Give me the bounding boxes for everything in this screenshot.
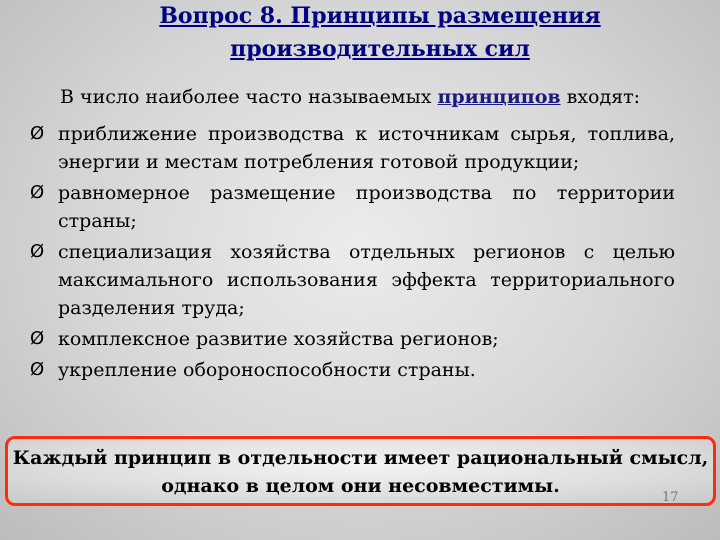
list-item-text: приближение производства к источникам сырья, топлива, энергии и местам потребления готовой продукции; [58, 123, 675, 173]
intro-text [60, 84, 680, 110]
list-item [30, 179, 675, 235]
callout-line-1: Каждый принцип в отдельности имеет рациональный смысл, [12, 447, 709, 469]
list-item-text: комплексное развитие хозяйства регионов; [58, 328, 499, 350]
arrow-bullet-icon: Ø [30, 328, 45, 349]
list-item [30, 325, 675, 353]
page-number: 17 [662, 490, 679, 505]
title-line-1: Вопрос 8. Принципы размещения [159, 3, 601, 29]
intro-suffix: входят: [560, 86, 641, 108]
title-line-2: производительных сил [230, 36, 530, 62]
list-item [30, 356, 675, 384]
list-item-text: укрепление обороноспособности страны. [58, 359, 476, 381]
principles-list [30, 120, 675, 387]
list-item [30, 120, 675, 176]
callout-line-2: однако в целом они несовместимы. [161, 475, 560, 497]
intro-highlight: принципов [437, 86, 561, 108]
conclusion-callout [5, 436, 716, 506]
list-item [30, 238, 675, 322]
page-title [130, 0, 630, 66]
list-item-text: равномерное размещение производства по территории страны; [58, 182, 675, 232]
intro-prefix: В число наиболее часто называемых [60, 86, 438, 108]
arrow-bullet-icon: Ø [30, 359, 45, 380]
arrow-bullet-icon: Ø [30, 123, 45, 144]
arrow-bullet-icon: Ø [30, 182, 45, 203]
arrow-bullet-icon: Ø [30, 241, 45, 262]
list-item-text: специализация хозяйства отдельных регионов с целью максимального использования эффекта территориального разделения труда; [58, 241, 675, 319]
